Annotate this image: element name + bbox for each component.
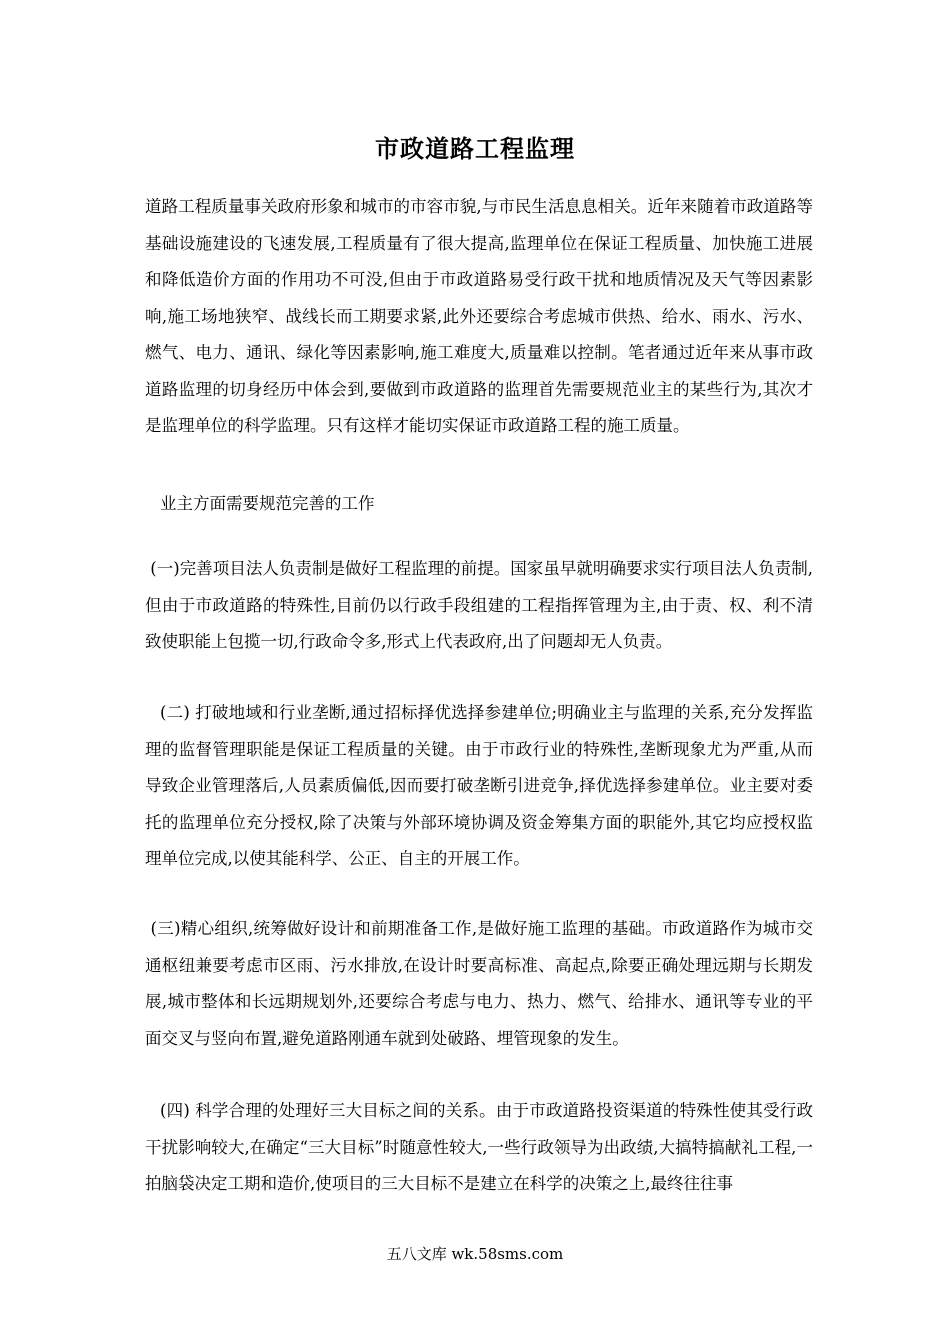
paragraph-item-4: (四) 科学合理的处理好三大目标之间的关系。由于市政道路投资渠道的特殊性使其受行政干扰影响较大,在确定“三大目标”时随意性较大,一些行政领导为出政绩,大搞特搞献礼工程,一拍脑袋决定工期和造价,使项目的三大目标不是建立在科学的决策之上,最终往往事 <box>145 1101 813 1193</box>
paragraph-item-1: (一)完善项目法人负责制是做好工程监理的前提。国家虽早就明确要求实行项目法人负责制,但由于市政道路的特殊性,目前仍以行政手段组建的工程指挥管理为主,由于责、权、利不清致使职能上包揽一切,行政命令多,形式上代表政府,出了问题却无人负责。 <box>145 559 813 651</box>
paragraph-item-3: (三)精心组织,统筹做好设计和前期准备工作,是做好施工监理的基础。市政道路作为城市交通枢纽兼要考虑市区雨、污水排放,在设计时要高标准、高起点,除要正确处理远期与长期发展,城市整体和长远期规划外,还要综合考虑与电力、热力、燃气、给排水、通讯等专业的平面交叉与竖向布置,避免道路刚通车就到处破路、埋管现象的发生。 <box>145 919 813 1048</box>
paragraph-item-2: (二) 打破地域和行业垄断,通过招标择优选择参建单位;明确业主与监理的关系,充分发挥监理的监督管理职能是保证工程质量的关键。由于市政行业的特殊性,垄断现象尤为严重,从而导致企业管理落后,人员素质偏低,因而要打破垄断引进竞争,择优选择参建单位。业主要对委托的监理单位充分授权,除了决策与外部环境协调及资金筹集方面的职能外,其它均应授权监理单位完成,以使其能科学、公正、自主的开展工作。 <box>145 703 813 868</box>
footer-watermark: 五八文库 wk.58sms.com <box>386 1245 564 1263</box>
intro-paragraph: 道路工程质量事关政府形象和城市的市容市貌,与市民生活息息相关。近年来随着市政道路等基础设施建设的飞速发展,工程质量有了很大提高,监理单位在保证工程质量、加快施工进展和降低造价方面的作用功不可没,但由于市政道路易受行政干扰和地质情况及天气等因素影响,施工场地狭窄、战线长而工期要求紧,此外还要综合考虑城市供热、给水、雨水、污水、燃气、电力、通讯、绿化等因素影响,施工难度大,质量难以控制。笔者通过近年来从事市政道路监理的切身经历中体会到,要做到市政道路的监理首先需要规范业主的某些行为,其次才是监理单位的科学监理。只有这样才能切实保证市政道路工程的施工质量。 <box>145 197 813 435</box>
section-heading: 业主方面需要规范完善的工作 <box>160 494 375 513</box>
document-title: 市政道路工程监理 <box>375 134 575 163</box>
